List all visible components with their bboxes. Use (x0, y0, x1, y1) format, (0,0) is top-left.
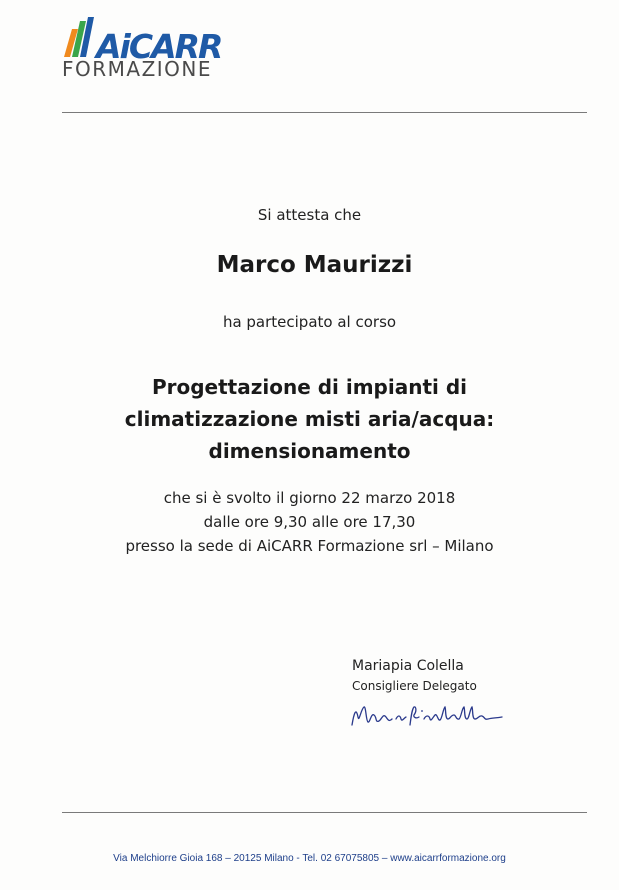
footer-website: www.aicarrformazione.org (390, 853, 506, 864)
footer-address: Via Melchiorre Gioia 168 – 20125 Milano - Tel. 02 67075805 – (113, 853, 388, 864)
course-details (0, 486, 619, 558)
aicarr-formazione-logo (62, 17, 262, 79)
course-title-line: dimensionamento (208, 439, 411, 463)
course-title (0, 371, 619, 467)
logo-stripes-icon (62, 17, 96, 59)
recipient-name: Marco Maurizzi (216, 252, 413, 278)
logo-subtitle: FORMAZIONE (62, 57, 213, 81)
course-date: che si è svolto il giorno 22 marzo 2018 (163, 489, 456, 507)
signatory-role: Consigliere Delegato (352, 679, 477, 693)
logo-brand-text: AiCARR (96, 27, 222, 66)
course-title-line: Progettazione di impianti di (151, 375, 468, 399)
bottom-divider (62, 812, 587, 813)
signatory-name: Mariapia Colella (352, 658, 464, 674)
top-divider (62, 112, 587, 113)
certificate-intro: Si attesta che (257, 206, 362, 224)
course-location: presso la sede di AiCARR Formazione srl – Milano (125, 537, 494, 555)
participation-text: ha partecipato al corso (222, 313, 397, 331)
course-time: dalle ore 9,30 alle ore 17,30 (203, 513, 416, 531)
course-title-line: climatizzazione misti aria/acqua: (124, 407, 495, 431)
handwritten-signature (344, 695, 514, 735)
footer-contact (0, 853, 619, 864)
